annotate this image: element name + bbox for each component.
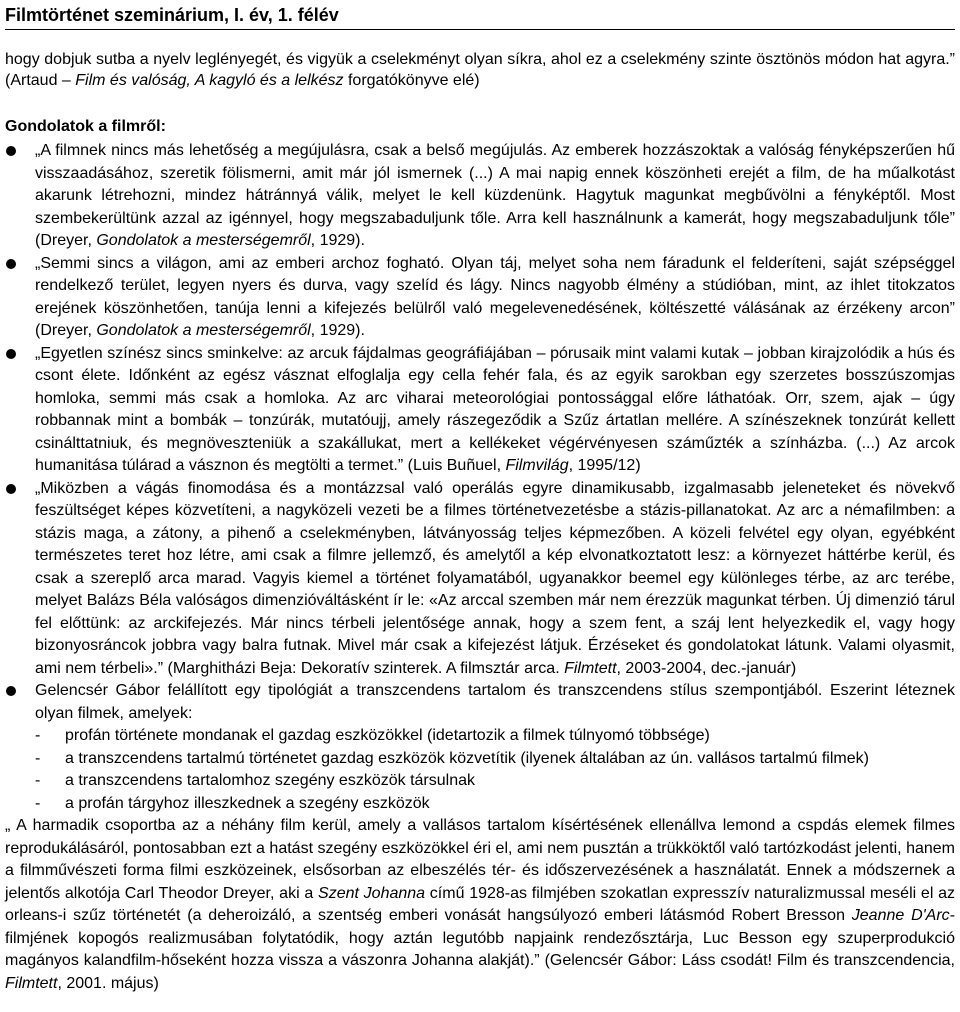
bullet-after: , 1929). (310, 322, 365, 339)
bullet-work-title: Filmvilág (505, 457, 569, 474)
bullet-work-title: Gondolatok a mesterségemről (96, 322, 311, 339)
dash-text: a transzcendens tartalmú történetet gazdag eszközök közvetítik (ilyenek általában az ún. vallásos tartalmú filmek) (65, 749, 869, 767)
thoughts-list (5, 140, 955, 995)
dash-mark: - (35, 772, 41, 789)
section-title: Gondolatok a filmről: (5, 118, 166, 135)
closing-paragraph (5, 815, 955, 995)
intro-paragraph (5, 49, 955, 91)
closing-container (5, 815, 955, 995)
closing-work-1: Szent Johanna (318, 884, 426, 902)
bullet-after: , 2003-2004, dec.-január) (616, 659, 797, 677)
dash-item (35, 725, 955, 748)
bullet-after: , 1929). (310, 232, 365, 249)
bullet-item (5, 343, 955, 478)
bullet-item (5, 680, 955, 725)
intro-text: hogy dobjuk sutba a nyelv leglényegét, és vigyük a cselekményt olyan síkra, ahol ez a cselekmény szinte ösztönös módon hat agyra.” (Artaud – (5, 51, 955, 89)
bullet-text: Gelencsér Gábor felállított egy tipológiát a transzcendens tartalom és transzcendens stílus szempontjából. Eszerint léteznek olyan filmek, amelyek: (35, 682, 955, 722)
dash-mark: - (35, 727, 41, 744)
bullet-text: „Egyetlen színész sincs sminkelve: az arcuk fájdalmas geográfiájában – pórusaik mint valami kutak – jobban kirajzolódik a hús és csont élete. Időnként az egész vásznat elfoglalja egy cella fehér fala, és az egyik sarokban egy szerzetes bosszúszomjas homloka, semmi más csak a homloka. Az arc viharai meteorológiai pontossággal előre láthatóak. Orr, szem, ajak – úgy robbannak mint a bombák – tonzúrák, mutatóujj, amely rászegeződik a Szűz ártatlan mellére. A színészeknek tonzúrát kellett csinálttatniuk, és megnöveszteniük a szakállukat, mert a kellékeket végérvényesen száműzték a színházba. (...) Az arcok humanitása túlárad a vásznon és megtölti a termet.” (Luis Buñuel, (35, 344, 955, 474)
closing-text-1: „ A harmadik csoportba az a néhány film kerül, amely a vallásos tartalom kísértésének ellenállva lemond a cspdás elemek filmes reprodukálásáról, pontosabban ezt a hatást szegény eszközökkel éri el, ami nem pusztán a trükköktől való tartózkodást jelenti, hanem a filmművészeti forma filmi eszközeinek, elsősorban az elbeszélés tér- és időszervezésének a használatát. Ennek a módszernek a jelentős alkotója Carl Theodor Dreyer, aki a (5, 817, 955, 902)
intro-after: forgatókönyve elé) (343, 72, 480, 89)
header-rule (5, 29, 955, 30)
bullet-dot-icon (6, 349, 16, 359)
intro-work-title: Film és valóság, A kagyló és a lelkész (75, 72, 344, 89)
closing-text-3: -filmjének kopogós realizmusában folytatódik, hogy aztán legutóbb napjaink rendezősztárja, Luc Besson egy szuperprodukció magányos kalandfilm-hőseként hozza vissza a vászonra Johanna alakját).” (Gelencsér Gábor: Láss csodát! Film és transzcendencia, (5, 907, 956, 969)
dash-item (35, 748, 955, 771)
bullet-work-title: Filmtett (564, 659, 617, 677)
closing-text-2: című 1928-as filmjében szokatlan expresszív naturalizmussal meséli el az orleans-i szűz történetét (a deheroizáló, a szentség emberi vonását hangsúlyozó emberi látásmód Robert Bresson (5, 884, 956, 924)
closing-text-4: , 2001. május) (57, 974, 159, 992)
bullet-text: „Semmi sincs a világon, ami az emberi archoz fogható. Olyan táj, melyet soha nem fáradunk el felderíteni, saját szépséggel rendelkező terület, legyen nyers és durva, vagy szelíd és lágy. Nincs nagyobb élmény a stúdióban, mint, az ihlet titokzatos erejének köszönhetően, tanúja lenni a kifejezés belülről való megelevenedésének, költészetté válásának az érzékeny arcon” (Dreyer, (35, 254, 955, 339)
bullet-dot-icon (6, 146, 16, 156)
dash-text: profán története mondanak el gazdag eszközökkel (idetartozik a filmek túlnyomó többsége) (65, 727, 710, 744)
bullet-item (5, 253, 955, 343)
page-header: Filmtörténet szeminárium, I. év, 1. félév (5, 5, 339, 25)
bullet-item (5, 140, 955, 253)
bullet-text: „Miközben a vágás finomodása és a montázzsal való operálás egyre dinamikusabb, izgalmasabb jeleneteket és növekvő feszültséget képes közvetíteni, a nagyközeli vezeti be a filmes történetvezetésbe a stázis-pillanatokat. Az arc a némafilmben: a stázis maga, a zátony, a pihenő a cselekményben, látványosság teljes képmezőben. A közeli felvétel egy olyan, egyébként természetes teret hoz létre, ami csak a filmre jellemző, és amelytől a kép elvonatkoztatott lesz: a környezet háttérbe kerül, és csak a szereplő arca marad. Vagyis kiemel a történet folyamatából, ugyanakkor beemel egy különleges térbe, az arc terébe, melyet Balázs Béla valóságos dimenzióváltásként ír le: «Az arccal szemben már nem érezzük magunkat térben. Új dimenzió tárul fel előttünk: az arckifejezés. Már nincs térbeli jelentősége annak, hogy a szem fent, a száj lent helyezkedik el, vagy hogy bizonyosráncok jobbra vagy balra futnak. Mivel már csak a kifejezést látjuk. Érzéseket és gondolatokat látunk. Valami olyasmit, ami nem térbeli».” (Marghitházi Beja: Dekoratív szinterek. A filmsztár arca. (35, 479, 955, 677)
dash-text: a profán tárgyhoz illeszkednek a szegény eszközök (65, 794, 430, 812)
closing-work-2: Jeanne D'Arc (851, 907, 950, 924)
bullet-dot-icon (6, 686, 16, 696)
dash-item (35, 793, 955, 816)
bullet-after: , 1995/12) (568, 457, 641, 474)
bullet-item (5, 478, 955, 681)
dash-mark: - (35, 749, 41, 767)
dash-list-container (5, 725, 955, 815)
bullet-dot-icon (6, 259, 16, 269)
bullet-work-title: Gondolatok a mesterségemről (96, 232, 311, 249)
dash-text: a transzcendens tartalomhoz szegény eszközök társulnak (65, 772, 475, 789)
typology-list (5, 725, 955, 815)
dash-item (35, 770, 955, 793)
bullet-dot-icon (6, 484, 16, 494)
bullet-text: „A filmnek nincs más lehetőség a megújulásra, csak a belső megújulás. Az emberek hozzászoktak a valóság fényképszerűen hű visszaadásához, szeretik fölismerni, amit már jól ismernek (...) A mai napig ennek köszönheti erejét a film, de ha műalkotást akarunk létrehozni, mindez hátránnyá válik, melyet le kell küzdenünk. Hagytuk magunkat megbűvölni a fényképtől. Most szembekerültünk azzal az igénnyel, hogy megszabaduljunk tőle. Arra kell használnunk a kamerát, hogy megszabaduljunk tőle” (Dreyer, (35, 142, 955, 249)
closing-work-3: Filmtett (5, 974, 58, 992)
dash-mark: - (35, 794, 41, 812)
